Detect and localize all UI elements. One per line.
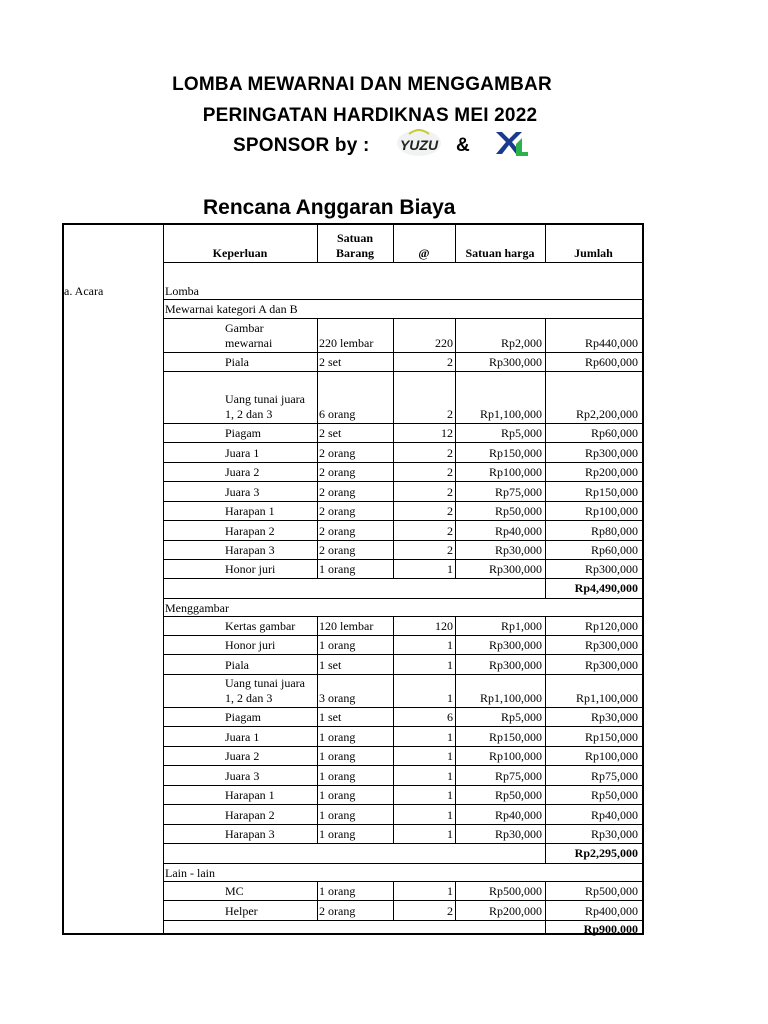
item-name: Juara 2 <box>225 749 260 763</box>
item-qty: 2 <box>447 543 453 557</box>
item-total: Rp200,000 <box>584 465 638 479</box>
item-unit-price: Rp200,000 <box>488 904 542 918</box>
item-name: Gambar <box>225 321 264 335</box>
item-total: Rp40,000 <box>590 808 638 822</box>
row-line <box>163 559 642 560</box>
item-satuan: 1 set <box>319 658 342 672</box>
item-total: Rp400,000 <box>584 904 638 918</box>
item-name-cont: 1, 2 dan 3 <box>225 407 273 421</box>
item-total: Rp100,000 <box>584 504 638 518</box>
header-title-line1: LOMBA MEWARNAI DAN MENGGAMBAR <box>172 74 552 95</box>
item-satuan: 2 orang <box>319 465 356 479</box>
item-unit-price: Rp50,000 <box>494 788 542 802</box>
row-line <box>163 318 642 319</box>
item-satuan: 6 orang <box>319 407 356 421</box>
item-qty: 1 <box>447 730 453 744</box>
row-line <box>163 843 642 844</box>
row-line <box>163 824 642 825</box>
item-satuan: 1 orang <box>319 808 356 822</box>
row-col-divider <box>317 616 318 635</box>
item-name: Juara 3 <box>225 485 260 499</box>
item-qty: 2 <box>447 446 453 460</box>
item-qty: 6 <box>447 710 453 724</box>
item-name: Harapan 2 <box>225 524 275 538</box>
item-name: Piagam <box>225 710 261 724</box>
item-satuan: 2 orang <box>319 543 356 557</box>
item-unit-price: Rp1,100,000 <box>479 407 542 421</box>
table-border-top <box>62 223 643 225</box>
item-total: Rp30,000 <box>590 827 638 841</box>
row-col-divider <box>317 746 318 765</box>
row-line <box>163 674 642 675</box>
item-unit-price: Rp2,000 <box>500 336 542 350</box>
item-name: Honor juri <box>225 562 276 576</box>
item-unit-price: Rp75,000 <box>494 769 542 783</box>
row-line <box>163 765 642 766</box>
item-qty: 1 <box>447 562 453 576</box>
svg-text:YUZU: YUZU <box>399 137 439 153</box>
item-name: Helper <box>225 904 258 918</box>
row-line <box>163 900 642 901</box>
header-bottom-line <box>163 262 642 263</box>
row-col-divider <box>317 462 318 481</box>
item-satuan: 1 orang <box>319 884 356 898</box>
section-label: a. Acara <box>64 284 104 298</box>
item-satuan: 120 lembar <box>319 619 374 633</box>
item-unit-price: Rp300,000 <box>488 658 542 672</box>
row-line <box>163 299 642 300</box>
item-qty: 2 <box>447 485 453 499</box>
item-name: Harapan 3 <box>225 543 275 557</box>
row-col-divider <box>317 318 318 352</box>
item-qty: 1 <box>447 691 453 705</box>
row-line <box>163 352 642 353</box>
item-unit-price: Rp150,000 <box>488 730 542 744</box>
item-total: Rp150,000 <box>584 730 638 744</box>
item-unit-price: Rp300,000 <box>488 355 542 369</box>
item-name: Harapan 2 <box>225 808 275 822</box>
yuzu-logo <box>395 126 443 158</box>
col-header-satuan-barang: Satuan <box>336 231 374 245</box>
item-satuan: 2 orang <box>319 524 356 538</box>
item-qty: 120 <box>435 619 453 633</box>
item-satuan: 1 orang <box>319 638 356 652</box>
subtotal-mewarnai: Rp4,490,000 <box>574 581 638 595</box>
row-line <box>163 371 642 372</box>
row-col-divider <box>317 804 318 824</box>
item-satuan: 1 orang <box>319 730 356 744</box>
item-total: Rp100,000 <box>584 749 638 763</box>
item-unit-price: Rp300,000 <box>488 638 542 652</box>
item-unit-price: Rp300,000 <box>488 562 542 576</box>
item-unit-price: Rp40,000 <box>494 524 542 538</box>
row-col-divider <box>317 352 318 371</box>
header-title-line2: PERINGATAN HARDIKNAS MEI 2022 <box>202 105 538 126</box>
item-name: Juara 1 <box>225 730 260 744</box>
row-col-divider <box>317 726 318 746</box>
item-qty: 1 <box>447 749 453 763</box>
item-name: Juara 3 <box>225 769 260 783</box>
item-total: Rp30,000 <box>590 710 638 724</box>
item-name: Honor juri <box>225 638 276 652</box>
item-qty: 2 <box>447 904 453 918</box>
item-name: Harapan 1 <box>225 504 275 518</box>
row-line <box>163 616 642 617</box>
item-name: Piala <box>225 355 249 369</box>
col-header-jumlah: Jumlah <box>574 246 613 260</box>
item-total: Rp75,000 <box>590 769 638 783</box>
row-line <box>163 442 642 443</box>
item-qty: 2 <box>447 504 453 518</box>
item-unit-price: Rp75,000 <box>494 485 542 499</box>
item-qty: 12 <box>441 426 453 440</box>
item-total: Rp300,000 <box>584 562 638 576</box>
row-line <box>163 707 642 708</box>
row-col-divider <box>317 824 318 843</box>
item-total: Rp150,000 <box>584 485 638 499</box>
sponsor-label: SPONSOR by : <box>233 135 370 156</box>
item-name: Piagam <box>225 426 261 440</box>
item-satuan: 1 orang <box>319 562 356 576</box>
subtotal-menggambar: Rp2,295,000 <box>574 846 638 860</box>
row-line <box>163 654 642 655</box>
item-qty: 2 <box>447 465 453 479</box>
item-satuan: 2 set <box>319 426 342 440</box>
item-satuan: 1 orang <box>319 827 356 841</box>
item-total: Rp2,200,000 <box>575 407 638 421</box>
row-line <box>163 520 642 521</box>
item-name: Uang tunai juara <box>225 676 305 690</box>
row-col-divider <box>317 635 318 654</box>
item-qty: 2 <box>447 407 453 421</box>
item-unit-price: Rp1,100,000 <box>479 691 542 705</box>
item-qty: 1 <box>447 808 453 822</box>
row-col-divider <box>317 442 318 462</box>
item-unit-price: Rp1,000 <box>500 619 542 633</box>
item-total: Rp300,000 <box>584 658 638 672</box>
item-satuan: 2 orang <box>319 904 356 918</box>
item-total: Rp1,100,000 <box>575 691 638 705</box>
item-name: Uang tunai juara <box>225 392 305 406</box>
row-line <box>163 804 642 805</box>
row-line <box>163 726 642 727</box>
item-total: Rp120,000 <box>584 619 638 633</box>
table-border-left <box>62 223 64 935</box>
row-col-divider <box>317 654 318 674</box>
item-total: Rp60,000 <box>590 543 638 557</box>
row-line <box>163 635 642 636</box>
table-title: Rencana Anggaran Biaya <box>203 196 456 219</box>
item-qty: 1 <box>447 884 453 898</box>
row-col-divider <box>317 707 318 726</box>
group-label-lomba: Lomba <box>165 284 199 298</box>
item-satuan: 3 orang <box>319 691 356 705</box>
item-unit-price: Rp30,000 <box>494 827 542 841</box>
item-unit-price: Rp100,000 <box>488 749 542 763</box>
item-unit-price: Rp500,000 <box>488 884 542 898</box>
item-total: Rp500,000 <box>584 884 638 898</box>
row-line <box>163 881 642 882</box>
item-total: Rp600,000 <box>584 355 638 369</box>
table-border-right <box>642 223 644 935</box>
col-header-satuan-barang-2: Barang <box>335 246 374 260</box>
item-total: Rp440,000 <box>584 336 638 350</box>
item-satuan: 1 set <box>319 710 342 724</box>
row-col-divider <box>317 423 318 442</box>
item-total: Rp300,000 <box>584 638 638 652</box>
group-label-mewarnai: Mewarnai kategori A dan B <box>165 302 298 316</box>
item-unit-price: Rp5,000 <box>500 426 542 440</box>
row-col-divider <box>317 540 318 559</box>
row-line <box>163 863 642 864</box>
item-total: Rp300,000 <box>584 446 638 460</box>
row-col-divider <box>317 481 318 501</box>
row-col-divider <box>317 501 318 520</box>
item-total: Rp60,000 <box>590 426 638 440</box>
item-qty: 1 <box>447 827 453 841</box>
row-col-divider <box>317 900 318 920</box>
subtotal-lain-lain: Rp900,000 <box>583 922 638 936</box>
item-unit-price: Rp150,000 <box>488 446 542 460</box>
row-col-divider <box>317 674 318 707</box>
row-col-divider <box>317 785 318 804</box>
item-name: Juara 1 <box>225 446 260 460</box>
row-line <box>163 785 642 786</box>
col-header-satuan-harga: Satuan harga <box>465 246 535 260</box>
item-satuan: 2 orang <box>319 446 356 460</box>
item-total: Rp80,000 <box>590 524 638 538</box>
item-name: MC <box>225 884 244 898</box>
item-qty: 1 <box>447 769 453 783</box>
item-qty: 1 <box>447 638 453 652</box>
item-unit-price: Rp40,000 <box>494 808 542 822</box>
item-qty: 1 <box>447 788 453 802</box>
col-header-at: @ <box>418 246 430 260</box>
row-col-divider <box>317 371 318 423</box>
item-name-cont: mewarnai <box>225 336 273 350</box>
item-satuan: 2 orang <box>319 485 356 499</box>
col-header-keperluan: Keperluan <box>212 246 268 260</box>
item-qty: 2 <box>447 355 453 369</box>
item-name: Harapan 3 <box>225 827 275 841</box>
sponsor-ampersand: & <box>456 135 470 156</box>
row-col-divider <box>317 881 318 900</box>
item-name: Piala <box>225 658 249 672</box>
item-name: Kertas gambar <box>225 619 296 633</box>
row-line <box>163 598 642 599</box>
item-unit-price: Rp5,000 <box>500 710 542 724</box>
item-satuan: 220 lembar <box>319 336 374 350</box>
row-line <box>163 481 642 482</box>
item-name-cont: 1, 2 dan 3 <box>225 691 273 705</box>
sponsor-line <box>0 135 768 161</box>
group-label-lain-lain: Lain - lain <box>165 866 215 880</box>
item-qty: 220 <box>435 336 453 350</box>
row-line <box>163 578 642 579</box>
row-col-divider <box>317 559 318 578</box>
item-satuan: 2 orang <box>319 504 356 518</box>
item-satuan: 1 orang <box>319 769 356 783</box>
item-unit-price: Rp100,000 <box>488 465 542 479</box>
item-total: Rp50,000 <box>590 788 638 802</box>
row-line <box>163 540 642 541</box>
row-line <box>163 501 642 502</box>
item-satuan: 2 set <box>319 355 342 369</box>
row-col-divider <box>317 765 318 785</box>
item-satuan: 1 orang <box>319 788 356 802</box>
row-line <box>163 423 642 424</box>
xl-logo <box>492 128 530 160</box>
item-qty: 2 <box>447 524 453 538</box>
group-label-menggambar: Menggambar <box>165 601 229 615</box>
row-line <box>163 920 642 921</box>
row-col-divider <box>317 520 318 540</box>
item-name: Juara 2 <box>225 465 260 479</box>
row-line <box>163 746 642 747</box>
item-qty: 1 <box>447 658 453 672</box>
item-name: Harapan 1 <box>225 788 275 802</box>
item-satuan: 1 orang <box>319 749 356 763</box>
item-unit-price: Rp30,000 <box>494 543 542 557</box>
row-line <box>163 462 642 463</box>
item-unit-price: Rp50,000 <box>494 504 542 518</box>
